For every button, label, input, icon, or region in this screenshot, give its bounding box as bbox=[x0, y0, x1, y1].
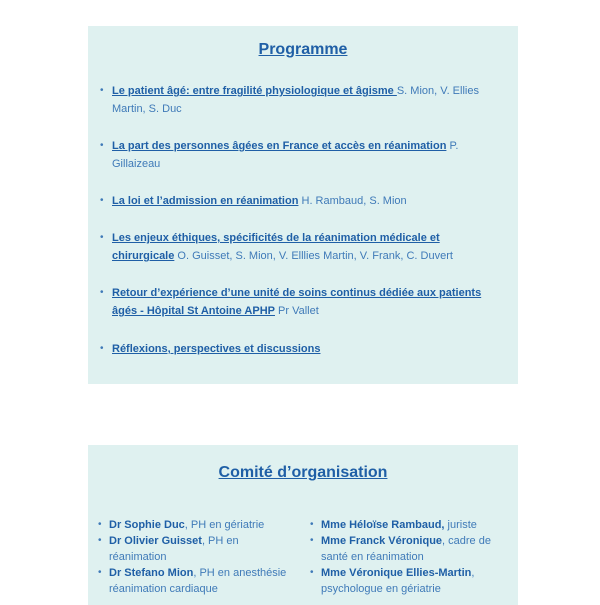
comite-member bbox=[98, 517, 298, 533]
bullet-icon: • bbox=[310, 567, 314, 578]
comite-right-column bbox=[310, 517, 510, 597]
bullet-icon: • bbox=[98, 519, 102, 530]
comite-left-column bbox=[98, 517, 298, 597]
member-role: , PH en gériatrie bbox=[184, 519, 265, 531]
comite-member bbox=[310, 565, 510, 597]
programme-item bbox=[102, 284, 502, 320]
programme-panel bbox=[88, 26, 518, 384]
bullet-icon: • bbox=[98, 535, 102, 546]
programme-item bbox=[102, 192, 502, 210]
member-name: Dr Olivier Guisset bbox=[109, 535, 202, 547]
programme-item bbox=[102, 137, 502, 173]
comite-member bbox=[310, 533, 510, 565]
programme-item-speakers: Pr Vallet bbox=[274, 305, 319, 317]
bullet-icon: • bbox=[100, 85, 104, 96]
comite-title: Comité d’organisation bbox=[218, 464, 388, 481]
member-name: Dr Stefano Mion bbox=[109, 567, 194, 579]
programme-item bbox=[102, 229, 502, 265]
programme-item-speakers: O. Guisset, S. Mion, V. Elllies Martin, V. Frank, C. Duvert bbox=[174, 250, 453, 262]
member-name: Mme Véronique Ellies-Martin bbox=[321, 567, 472, 579]
comite-member bbox=[98, 533, 298, 565]
programme-title: Programme bbox=[258, 41, 348, 58]
member-name: Mme Franck Véronique bbox=[321, 535, 443, 547]
programme-item-speakers: H. Rambaud, S. Mion bbox=[298, 195, 407, 207]
programme-item-title[interactable]: Réflexions, perspectives et discussions bbox=[112, 343, 321, 355]
bullet-icon: • bbox=[100, 140, 104, 151]
programme-item-title[interactable]: La part des personnes âgées en France et accès en réanimation bbox=[112, 140, 447, 152]
bullet-icon: • bbox=[100, 195, 104, 206]
programme-item bbox=[102, 340, 502, 358]
programme-item-title[interactable]: Les enjeux éthiques, spécificités de la réanimation médicale et chirurgicale bbox=[112, 232, 440, 262]
programme-item-title[interactable]: Le patient âgé: entre fragilité physiologique et âgisme bbox=[112, 85, 397, 97]
member-name: Dr Sophie Duc bbox=[109, 519, 185, 531]
programme-item-title[interactable]: La loi et l’admission en réanimation bbox=[112, 195, 299, 207]
programme-item bbox=[102, 82, 502, 118]
bullet-icon: • bbox=[100, 232, 104, 243]
member-role: , PH en réanimation bbox=[109, 535, 239, 563]
comite-panel bbox=[88, 445, 518, 605]
member-name: Mme Héloïse Rambaud, bbox=[321, 519, 445, 531]
bullet-icon: • bbox=[310, 519, 314, 530]
member-role: , cadre de santé en réanimation bbox=[321, 535, 491, 563]
member-role: , PH en anesthésie réanimation cardiaque bbox=[109, 567, 287, 595]
bullet-icon: • bbox=[310, 535, 314, 546]
programme-item-speakers: P. Gillaizeau bbox=[112, 140, 459, 170]
comite-member bbox=[310, 517, 510, 533]
bullet-icon: • bbox=[100, 287, 104, 298]
bullet-icon: • bbox=[100, 343, 104, 354]
programme-item-speakers: S. Mion, V. Ellies Martin, S. Duc bbox=[112, 85, 479, 115]
bullet-icon: • bbox=[98, 567, 102, 578]
comite-member bbox=[98, 565, 298, 597]
member-role: juriste bbox=[444, 519, 477, 531]
programme-item-title[interactable]: Retour d’expérience d’une unité de soins continus dédiée aux patients âgés - Hôpital St Antoine APHP bbox=[112, 287, 482, 317]
member-role: , psychologue en gériatrie bbox=[321, 567, 475, 595]
